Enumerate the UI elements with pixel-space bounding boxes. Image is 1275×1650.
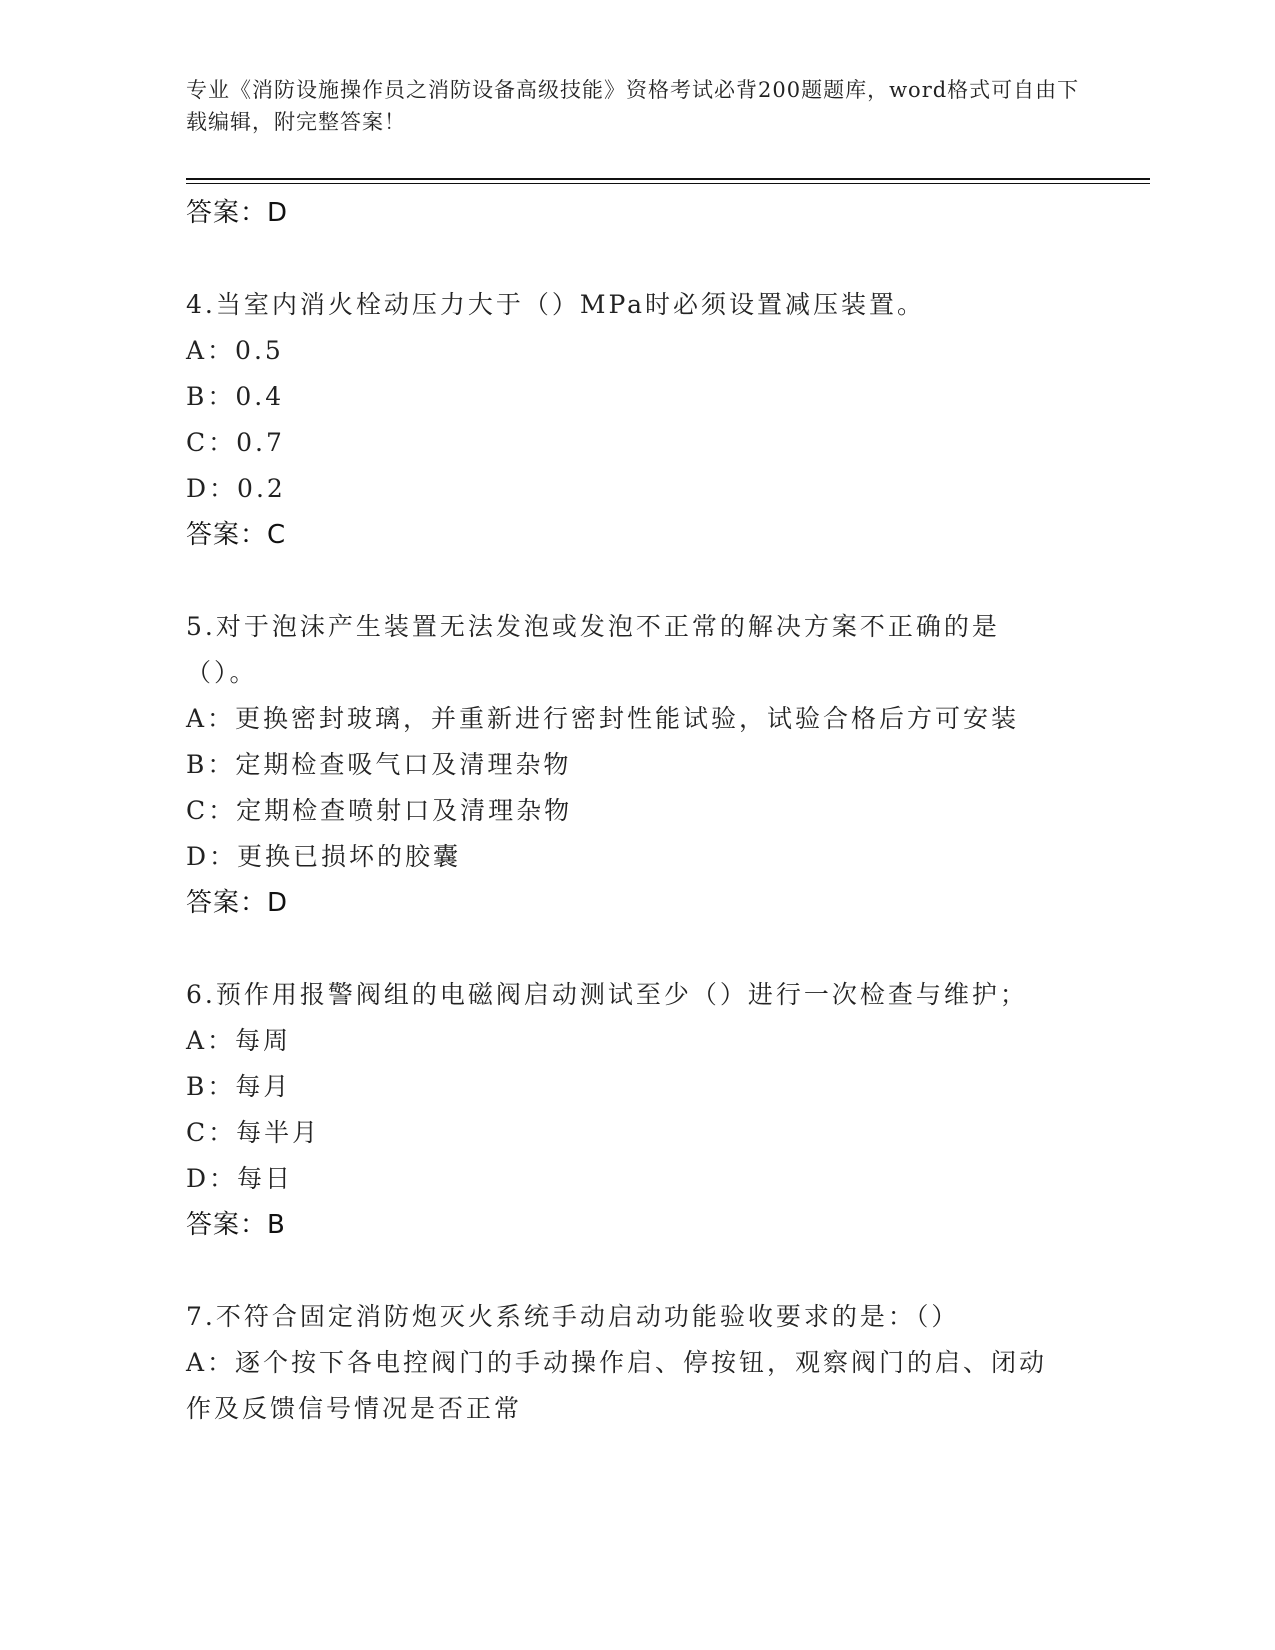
header-rule-thick xyxy=(186,178,1150,180)
option-c: C：每半月 xyxy=(186,1118,321,1147)
option-d: D：0.2 xyxy=(186,474,286,503)
option-a: A：更换密封玻璃，并重新进行密封性能试验，试验合格后方可安装 xyxy=(186,704,1020,733)
option-b: B：0.4 xyxy=(186,382,285,411)
answer-line: 答案：B xyxy=(186,1210,286,1240)
question-text: 7.不符合固定消防炮灭火系统手动启动功能验收要求的是：（） xyxy=(186,1302,960,1331)
header-rule-thin xyxy=(186,183,1150,184)
answer-line: 答案：D xyxy=(186,888,289,918)
option-b: B：定期检查吸气口及清理杂物 xyxy=(186,750,572,779)
option-a: A：0.5 xyxy=(186,336,284,365)
spacer xyxy=(186,558,1086,604)
question-text: 4.当室内消火栓动压力大于（）MPa时必须设置减压装置。 xyxy=(186,290,926,319)
option-a: A：逐个按下各电控阀门的手动操作启、停按钮，观察阀门的启、闭动作及反馈信号情况是否正常 xyxy=(186,1348,1048,1423)
option-b: B：每月 xyxy=(186,1072,292,1101)
question-content xyxy=(186,190,1086,1432)
question-block xyxy=(186,1294,1086,1432)
option-a: A：每周 xyxy=(186,1026,292,1055)
spacer xyxy=(186,1248,1086,1294)
option-c: C：0.7 xyxy=(186,428,285,457)
option-d: D：更换已损坏的胶囊 xyxy=(186,842,462,871)
question-text: 5.对于泡沫产生装置无法发泡或发泡不正常的解决方案不正确的是（）。 xyxy=(186,612,1000,687)
document-header: 专业《消防设施操作员之消防设备高级技能》资格考试必背200题题库，word格式可自由下载编辑，附完整答案！ xyxy=(186,78,1080,134)
spacer xyxy=(186,236,1086,282)
option-c: C：定期检查喷射口及清理杂物 xyxy=(186,796,573,825)
spacer xyxy=(186,926,1086,972)
question-block xyxy=(186,282,1086,558)
question-text: 6.预作用报警阀组的电磁阀启动测试至少（）进行一次检查与维护； xyxy=(186,980,1028,1009)
option-d: D：每日 xyxy=(186,1164,294,1193)
answer-line: 答案：D xyxy=(186,198,289,228)
question-block xyxy=(186,604,1086,926)
answer-line: 答案：C xyxy=(186,520,287,550)
question-block xyxy=(186,972,1086,1248)
